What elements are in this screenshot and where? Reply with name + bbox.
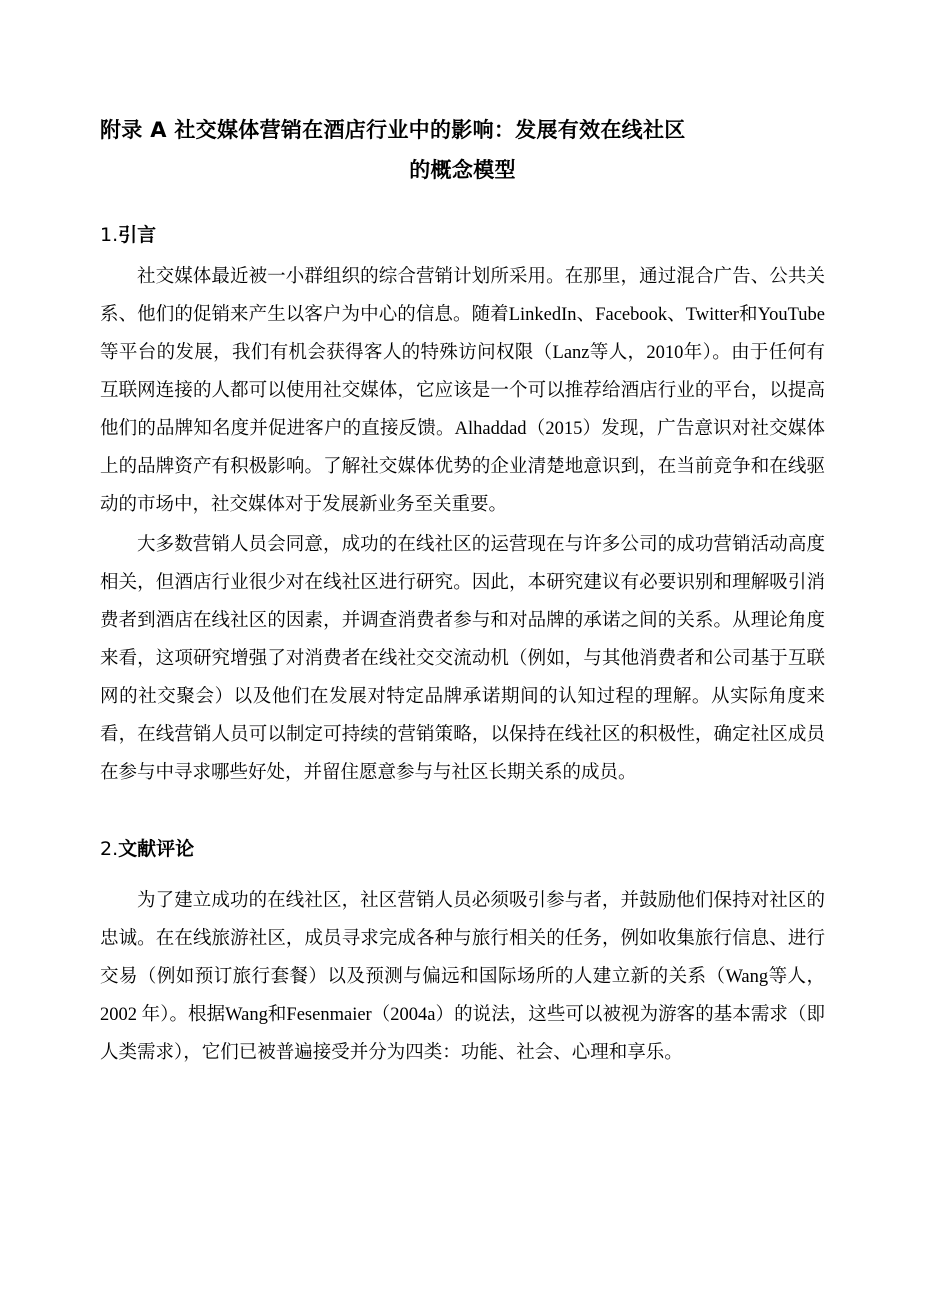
section-title-2: 文献评论 (118, 838, 195, 860)
section-heading-1 (100, 220, 825, 250)
paragraph: 大多数营销人员会同意，成功的在线社区的运营现在与许多公司的成功营销活动高度相关，但酒店行业很少对在线社区进行研究。因此，本研究建议有必要识别和理解吸引消费者到酒店在线社区的因素，并调查消费者参与和对品牌的承诺之间的关系。从理论角度来看，这项研究增强了对消费者在线社交交流动机（例如，与其他消费者和公司基于互联网的社交聚会）以及他们在发展对特定品牌承诺期间的认知过程的理解。从实际角度来看，在线营销人员可以制定可持续的营销策略，以保持在线社区的积极性，确定社区成员在参与中寻求哪些好处，并留住愿意参与与社区长期关系的成员。 (100, 535, 825, 783)
page-title (100, 110, 825, 190)
paragraph: 为了建立成功的在线社区，社区营销人员必须吸引参与者，并鼓励他们保持对社区的忠诚。在在线旅游社区，成员寻求完成各种与旅行相关的任务，例如收集旅行信息、进行交易（例如预订旅行套餐）以及预测与偏远和国际场所的人建立新的关系（Wang等人，2002 年）。根据Wang和Fesenmaier（2004a）的说法，这些可以被视为游客的基本需求（即人类需求），它们已被普遍接受并分为四类：功能、社会、心理和享乐。 (100, 891, 825, 1063)
paragraph-spacer (100, 872, 825, 882)
section-number-1: 1. (100, 224, 119, 246)
page-title-line-2: 的概念模型 (409, 158, 516, 182)
section-title-1: 引言 (118, 224, 157, 246)
section-number-2: 2. (100, 838, 119, 860)
section-heading-2 (100, 834, 825, 864)
page-title-line-1: 附录 A 社交媒体营销在酒店行业中的影响：发展有效在线社区 (100, 118, 686, 142)
section-spacer (100, 794, 825, 812)
paragraph: 社交媒体最近被一小群组织的综合营销计划所采用。在那里，通过混合广告、公共关系、他们的促销来产生以客户为中心的信息。随着LinkedIn、Facebook、Twitter和YouTube等平台的发展，我们有机会获得客人的特殊访问权限（Lanz等人，2010年）。由于任何有互联网连接的人都可以使用社交媒体，它应该是一个可以推荐给酒店行业的平台，以提高他们的品牌知名度并促进客户的直接反馈。Alhaddad（2015）发现，广告意识对社交媒体上的品牌资产有积极影响。了解社交媒体优势的企业清楚地意识到，在当前竞争和在线驱动的市场中，社交媒体对于发展新业务至关重要。 (100, 267, 825, 515)
